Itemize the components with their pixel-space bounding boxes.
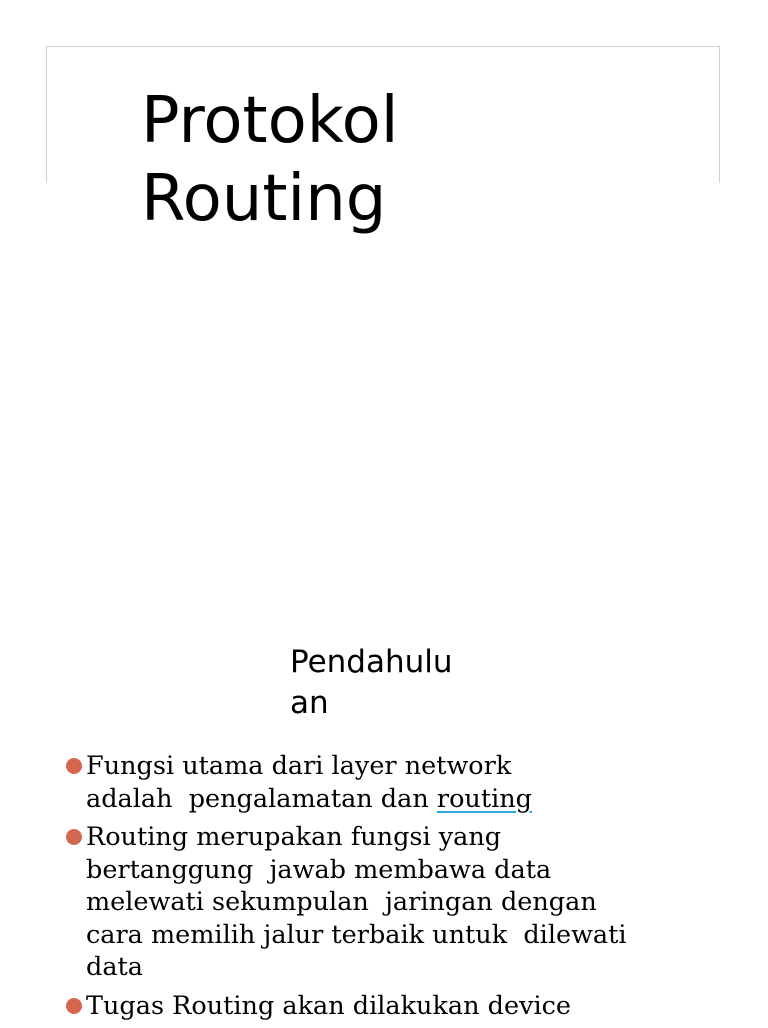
bullet-dot-icon (66, 758, 82, 774)
bullet-item (64, 750, 724, 815)
bullet-3-line-1: Tugas Routing akan dilakukan device (86, 990, 572, 1021)
bullet-2-line-3: melewati sekumpulan jaringan dengan (86, 887, 597, 917)
bullet-1-line-2-text: adalah pengalamatan dan (86, 783, 437, 814)
bullet-item (64, 990, 724, 1023)
bullet-2-line-1: Routing merupakan fungsi yang (86, 822, 502, 852)
bullet-1-line-2 (86, 783, 724, 816)
bullet-2-line-5: data (86, 952, 143, 982)
bullet-dot-icon (66, 998, 82, 1014)
bullet-list (64, 750, 724, 1028)
section-title-line-2: an (290, 685, 329, 721)
section-title-line-1: Pendahulu (290, 644, 453, 680)
bullet-1-line-1: Fungsi utama dari layer network (86, 751, 512, 781)
routing-link[interactable]: routing (436, 783, 532, 814)
bullet-dot-icon (66, 829, 82, 845)
slide-title (141, 82, 561, 238)
slide-title-line-2: Routing (141, 162, 387, 236)
bullet-2-line-2: bertanggung jawab membawa data (86, 854, 552, 885)
bullet-2-line-4: cara memilih jalur terbaik untuk dilewati (86, 919, 627, 950)
bullet-item (64, 821, 724, 984)
section-title (290, 642, 530, 724)
slide-title-line-1: Protokol (141, 84, 399, 158)
